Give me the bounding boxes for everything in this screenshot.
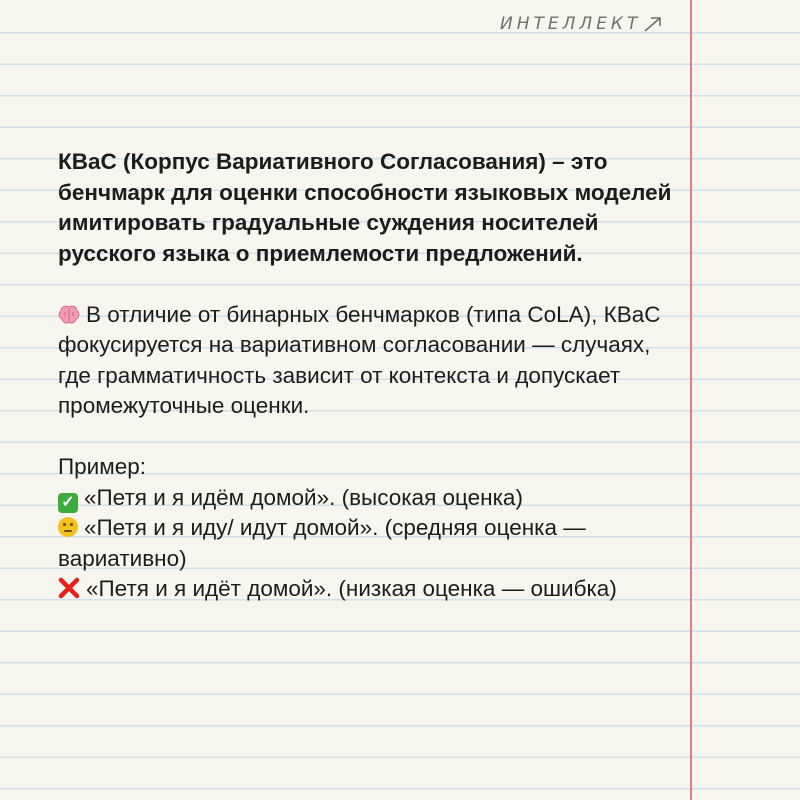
brain-icon — [58, 305, 80, 325]
detail-text: В отличие от бинарных бенчмарков (типа CoLA), КВаС фокусируется на вариативном согласовании — случаях, где грамматичность зависит от контекста и допускает промежуточные оценки. — [58, 301, 661, 418]
examples-heading: Пример: — [58, 454, 147, 479]
detail-paragraph — [58, 300, 678, 422]
example-item — [58, 574, 678, 605]
example-text: «Петя и я иду/ идут домой». (средняя оценка — вариативно) — [58, 515, 586, 571]
example-text: «Петя и я идёт домой». (низкая оценка — ошибка) — [86, 576, 617, 601]
example-item — [58, 483, 678, 514]
brand-logo — [500, 14, 663, 34]
example-item — [58, 513, 678, 574]
post-content — [58, 147, 678, 605]
check-icon: ✓ — [58, 493, 78, 513]
notebook-margin-line — [690, 0, 692, 800]
arrow-icon — [643, 16, 663, 32]
example-text: «Петя и я идём домой». (высокая оценка) — [84, 484, 523, 510]
cross-icon — [58, 577, 80, 599]
thinking-face-icon — [58, 517, 78, 537]
intro-paragraph: КВаС (Корпус Вариативного Согласования) – это бенчмарк для оценки способности языковых моделей имитировать градуальные суждения носителей русского языка о приемлемости предложений. — [58, 149, 672, 266]
brand-logo-text: ИНТЕЛЛЕКТ — [500, 14, 642, 34]
